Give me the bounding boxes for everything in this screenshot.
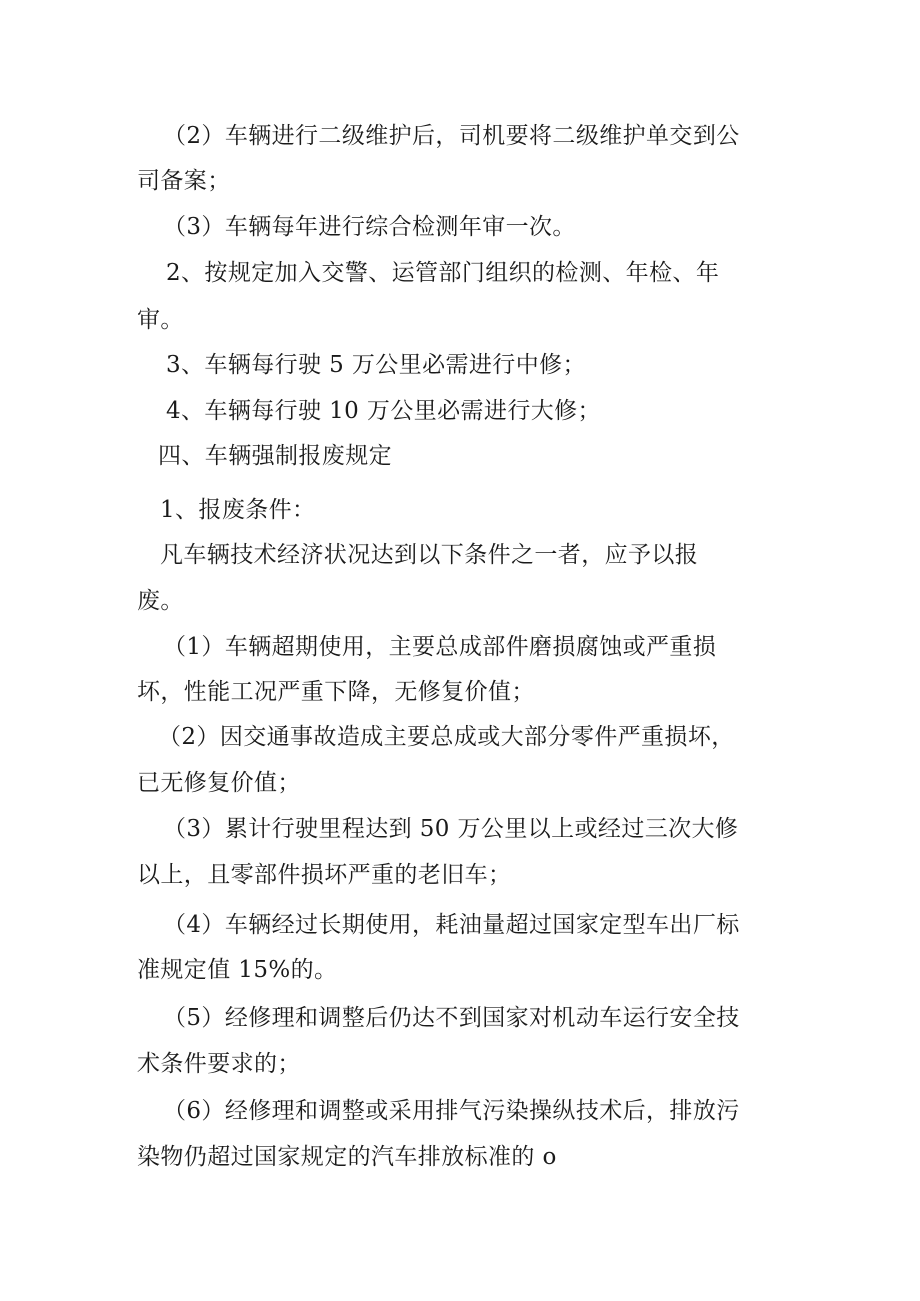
text-line: 术条件要求的；	[137, 1051, 301, 1077]
text-line: （6）经修理和调整或采用排气污染操纵技术后，排放污	[163, 1098, 740, 1124]
text-line: （5）经修理和调整后仍达不到国家对机动车运行安全技	[163, 1005, 740, 1031]
text-line: 坏，性能工况严重下降，无修复价值；	[137, 679, 535, 705]
text-line: 3、车辆每行驶 5 万公里必需进行中修；	[166, 352, 586, 378]
subsection-heading: 1、报废条件：	[160, 497, 316, 523]
text-line: 已无修复价值；	[137, 770, 301, 796]
text-line: （2）车辆进行二级维护后，司机要将二级维护单交到公	[163, 123, 740, 149]
text-line: 凡车辆技术经济状况达到以下条件之一者，应予以报	[160, 542, 699, 568]
section-heading: 四、车辆强制报废规定	[158, 443, 392, 469]
text-line: （2）因交通事故造成主要总成或大部分零件严重损坏，	[158, 724, 735, 750]
text-line: 司备案；	[137, 168, 231, 194]
text-line: 审。	[137, 307, 184, 333]
text-line: 2、按规定加入交警、运管部门组织的检测、年检、年	[166, 260, 720, 286]
text-line: （4）车辆经过长期使用，耗油量超过国家定型车出厂标	[163, 912, 740, 938]
text-line: 以上，且零部件损坏严重的老旧车；	[137, 862, 512, 888]
text-line: （3）累计行驶里程达到 50 万公里以上或经过三次大修	[163, 816, 739, 842]
text-line: 准规定值 15%的。	[137, 957, 338, 983]
text-line: 废。	[137, 588, 184, 614]
text-line: 染物仍超过国家规定的汽车排放标准的 o	[137, 1144, 557, 1170]
text-line: 4、车辆每行驶 10 万公里必需进行大修；	[166, 398, 601, 424]
text-line: （1）车辆超期使用，主要总成部件磨损腐蚀或严重损	[163, 634, 717, 660]
text-line: （3）车辆每年进行综合检测年审一次。	[163, 214, 576, 240]
